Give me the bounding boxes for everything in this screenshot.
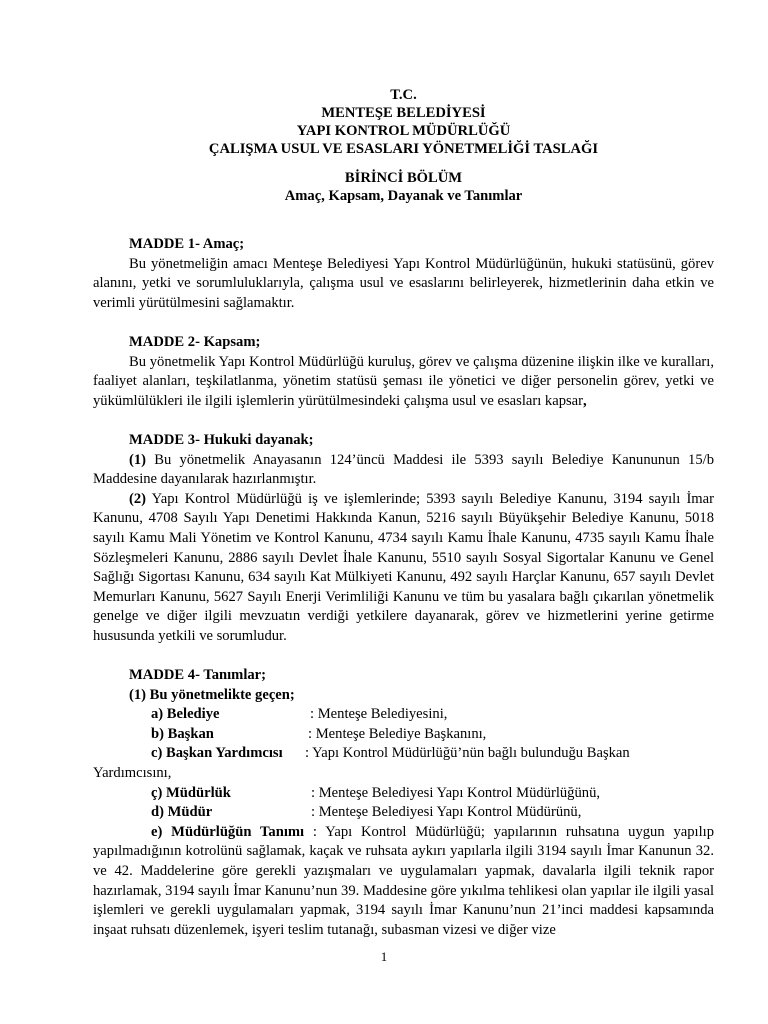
- definition-continuation: Yardımcısını,: [93, 765, 172, 782]
- definition-e-text: : Yapı Kontrol Müdürlüğü; yapılarının ruhsatına uygun yapılıp yapılmadığının kotrolünü sağlamak, kaçak ve ruhsata aykırı yapılarla ilgili 3194 sayılı İmar Kanunun 32. ve 42. Maddelerine göre gerekli yazışmaları ve uygulamaları yapmak, davalarla ilgili teknik rapor hazırlamak, 3194 sayılı İmar Kanunu’nun 39. Maddesine göre yıkılma tehlikesi olan yapılar ile ilgili yasal işlemleri ve gerekli uygulamaları yapmak, 3194 sayılı İmar Kanunu’nun 21’inci maddesi kapsamında inşaat ruhsatı düzenlemek, işyeri teslim tutanağı, subasman vizesi ve diğer vize: [93, 823, 714, 938]
- madde4-title: MADDE 4- Tanımlar;: [129, 667, 267, 684]
- page-number: 1: [380, 949, 388, 964]
- definition-mudurluk: [93, 784, 714, 804]
- madde3-p1-number: (1): [129, 451, 147, 468]
- madde1-text: Bu yönetmeliğin amacı Menteşe Belediyesi Yapı Kontrol Müdürlüğünün, hukuki statüsünü, görev alanını, yetki ve sorumluluklarıyla, çalışma usul ve esaslarını belirleyerek, hizmetlerinin daha etkin ve verimli yürütülmesini sağlamaktır.: [93, 255, 714, 311]
- madde2-body: Bu yönetmelik Yapı Kontrol Müdürlüğü kuruluş, görev ve çalışma düzenine ilişkin ilke ve kuralları, faaliyet alanları, teşkilatlanma, yönetim statüsü şeması ile yönetici ve diğer personelin görev, yetki ve yükümlülükleri ile ilgili işlemlerin yürütülmesindeki çalışma usul ve esasları kapsar: [93, 353, 714, 409]
- madde2-end: ,: [583, 392, 587, 409]
- definition-term: a) Belediye: [151, 706, 220, 723]
- definition-term: b) Başkan: [151, 725, 214, 742]
- section-title: BİRİNCİ BÖLÜM: [344, 170, 463, 186]
- definition-mudur: [93, 803, 714, 823]
- header-municipality: MENTEŞE BELEDİYESİ: [321, 105, 486, 121]
- document-title: ÇALIŞMA USUL VE ESASLARI YÖNETMELİĞİ TASLAĞI: [208, 141, 599, 157]
- definition-term: c) Başkan Yardımcısı: [151, 745, 283, 762]
- definition-baskan: [93, 725, 714, 745]
- madde4-subheading: (1) Bu yönetmelikte geçen;: [129, 686, 295, 703]
- title-block: [93, 86, 714, 205]
- madde3-paragraph-2: [93, 490, 714, 647]
- definition-value: : Menteşe Belediyesi Yapı Kontrol Müdürlüğünü,: [311, 784, 601, 801]
- definition-e-term: e) Müdürlüğün Tanımı: [151, 823, 305, 840]
- definition-value: : Menteşe Belediyesi Yapı Kontrol Müdürünü,: [311, 804, 582, 821]
- definition-mudurlugun-tanimi: [93, 823, 714, 941]
- definition-value: : Menteşe Belediyesini,: [310, 706, 448, 723]
- madde3-title: MADDE 3- Hukuki dayanak;: [129, 431, 314, 448]
- header-tc: T.C.: [390, 87, 417, 103]
- madde3-p2-number: (2): [129, 490, 147, 507]
- definition-value: : Menteşe Belediye Başkanını,: [308, 725, 487, 742]
- definition-term: d) Müdür: [151, 804, 213, 821]
- madde2-title: MADDE 2- Kapsam;: [129, 333, 261, 350]
- madde1-title: MADDE 1- Amaç;: [129, 236, 245, 252]
- madde3-paragraph-1: [93, 451, 714, 490]
- madde3-p1-text: Bu yönetmelik Anayasanın 124’üncü Maddesi ile 5393 sayılı Belediye Kanununun 15/b Maddesine dayanılarak hazırlanmıştır.: [93, 451, 714, 488]
- definition-term: ç) Müdürlük: [151, 784, 231, 801]
- definition-baskan-yardimcisi: [93, 744, 714, 764]
- header-department: YAPI KONTROL MÜDÜRLÜĞÜ: [296, 123, 511, 139]
- definition-value: : Yapı Kontrol Müdürlüğü’nün bağlı bulunduğu Başkan: [305, 745, 630, 762]
- document-page: [93, 86, 714, 940]
- definition-belediye: [93, 705, 714, 725]
- section-subtitle: Amaç, Kapsam, Dayanak ve Tanımlar: [284, 188, 523, 204]
- madde3-p2-text: Yapı Kontrol Müdürlüğü iş ve işlemlerinde; 5393 sayılı Belediye Kanunu, 3194 sayılı İmar Kanunu, 4708 Sayılı Yapı Denetimi Hakkında Kanun, 5216 sayılı Büyükşehir Belediye Kanunu, 5018 sayılı Kamu Mali Yönetim ve Kontrol Kanunu, 4734 sayılı Kamu İhale Kanunu, 4735 sayılı Kamu İhale Sözleşmeleri Kanunu, 2886 sayılı Devlet İhale Kanunu, 5510 sayılı Sosyal Sigortalar Kanunu ve Genel Sağlığı Sigortası Kanunu, 634 sayılı Kat Mülkiyeti Kanunu, 492 sayılı Harçlar Kanunu, 657 sayılı Devlet Memurları Kanunu, 5627 Sayılı Enerji Verimliliği Kanunu ve tüm bu yasalara bağlı çıkarılan yönetmelik genelge ve diğer ilgili mevzuatın verdiği yetkilere dayanarak, görev ve hizmetlerini yerine getirme hususunda yetkili ve sorumludur.: [93, 490, 714, 644]
- madde2-text: [93, 353, 714, 412]
